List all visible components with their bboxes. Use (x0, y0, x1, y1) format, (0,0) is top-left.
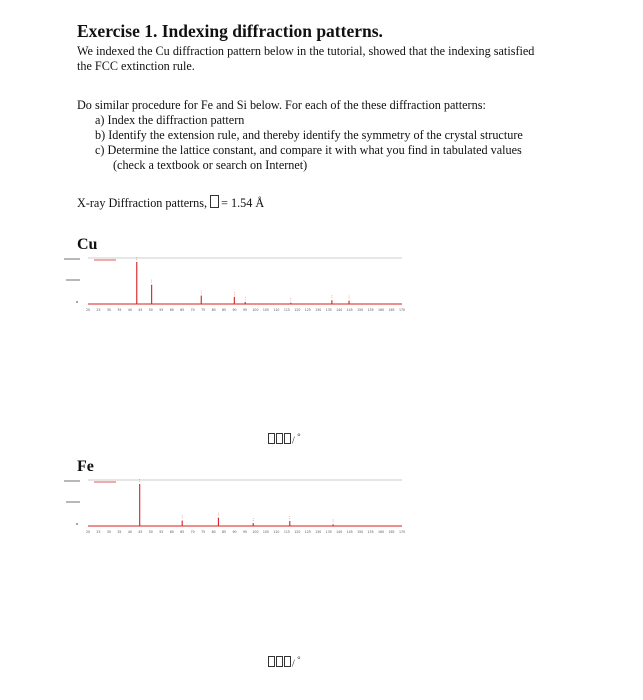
fe-diffraction-chart (60, 474, 420, 542)
task-b: b) Identify the extension rule, and thereby identify the symmetry of the crystal structure (95, 128, 523, 142)
fe-x-tick-14: 90 (232, 530, 237, 534)
cu-x-tick-17: 105 (262, 308, 269, 312)
cu-xlabel-glyph-2-icon (276, 433, 283, 444)
cu-x-tick-21: 125 (304, 308, 311, 312)
cu-y-label-zero (76, 301, 78, 303)
cu-x-tick-9: 65 (180, 308, 185, 312)
cu-x-tick-20: 120 (294, 308, 301, 312)
fe-x-tick-18: 110 (273, 530, 280, 534)
cu-x-tick-18: 110 (273, 308, 280, 312)
cu-x-tick-6: 50 (148, 308, 153, 312)
cu-x-tick-3: 35 (117, 308, 122, 312)
cu-x-tick-14: 90 (232, 308, 237, 312)
fe-x-tick-9: 65 (180, 530, 185, 534)
fe-x-tick-20: 120 (294, 530, 301, 534)
cu-x-tick-29: 165 (388, 308, 395, 312)
cu-x-tick-24: 140 (336, 308, 343, 312)
fe-x-tick-23: 135 (325, 530, 332, 534)
task-c: c) Determine the lattice constant, and compare it with what you find in tabulated values (95, 143, 522, 157)
fe-x-tick-12: 80 (211, 530, 216, 534)
cu-x-tick-12: 80 (211, 308, 216, 312)
cu-x-tick-0: 20 (85, 308, 91, 312)
instruction-text: Do similar procedure for Fe and Si below. For each of the these diffraction patterns: (77, 98, 486, 112)
fe-x-tick-25: 145 (346, 530, 353, 534)
xray-text-before: X-ray Diffraction patterns, (77, 196, 208, 210)
fe-x-tick-16: 100 (252, 530, 259, 534)
cu-xlabel-glyph-1-icon (268, 433, 275, 444)
xray-wavelength-line (77, 195, 264, 211)
fe-x-tick-17: 105 (262, 530, 269, 534)
fe-x-tick-21: 125 (304, 530, 311, 534)
fe-x-tick-22: 130 (315, 530, 322, 534)
fe-x-tick-27: 155 (367, 530, 374, 534)
cu-x-tick-13: 85 (222, 308, 227, 312)
cu-x-tick-19: 115 (283, 308, 290, 312)
fe-x-tick-5: 45 (138, 530, 143, 534)
cu-x-tick-8: 60 (169, 308, 174, 312)
cu-x-tick-26: 150 (357, 308, 364, 312)
fe-x-tick-4: 40 (127, 530, 132, 534)
cu-diffraction-chart (60, 252, 420, 320)
fe-chart-title: Fe (77, 458, 94, 475)
fe-y-label-zero (76, 523, 78, 525)
fe-x-tick-8: 60 (169, 530, 174, 534)
fe-x-tick-28: 160 (378, 530, 385, 534)
fe-x-tick-6: 50 (148, 530, 153, 534)
cu-x-tick-7: 55 (159, 308, 164, 312)
cu-chart-title: Cu (77, 236, 98, 253)
fe-x-tick-19: 115 (283, 530, 290, 534)
task-list (95, 113, 523, 173)
cu-xlabel-glyph-3-icon (284, 433, 291, 444)
cu-x-tick-1: 25 (96, 308, 101, 312)
task-c-note: (check a textbook or search on Internet) (113, 158, 308, 172)
cu-x-tick-27: 155 (367, 308, 374, 312)
intro-paragraph (77, 44, 534, 74)
cu-x-tick-11: 75 (201, 308, 206, 312)
cu-x-tick-16: 100 (252, 308, 259, 312)
fe-x-tick-2: 30 (106, 530, 111, 534)
fe-x-tick-30: 170 (398, 530, 406, 534)
fe-x-tick-26: 150 (357, 530, 364, 534)
fe-x-tick-0: 20 (85, 530, 91, 534)
cu-x-tick-22: 130 (315, 308, 322, 312)
fe-xlabel-glyph-2-icon (276, 656, 283, 667)
fe-x-tick-15: 95 (242, 530, 248, 534)
cu-x-tick-10: 70 (190, 308, 195, 312)
cu-x-axis-label: / ° (268, 432, 301, 446)
fe-x-tick-7: 55 (159, 530, 164, 534)
fe-x-axis-label: / ° (268, 655, 301, 669)
task-a: a) Index the diffraction pattern (95, 113, 245, 127)
exercise-title: Exercise 1. Indexing diffraction patterns. (77, 21, 383, 41)
cu-x-tick-23: 135 (325, 308, 332, 312)
cu-x-tick-30: 170 (398, 308, 406, 312)
fe-x-tick-3: 35 (117, 530, 122, 534)
cu-x-tick-5: 45 (138, 308, 143, 312)
intro-line-2: the FCC extinction rule. (77, 59, 195, 73)
fe-x-tick-29: 165 (388, 530, 395, 534)
cu-x-tick-15: 95 (242, 308, 248, 312)
lambda-placeholder-icon (210, 195, 219, 208)
cu-x-tick-4: 40 (127, 308, 132, 312)
cu-x-tick-28: 160 (378, 308, 385, 312)
fe-x-tick-10: 70 (190, 530, 195, 534)
cu-x-tick-25: 145 (346, 308, 353, 312)
fe-x-tick-13: 85 (222, 530, 227, 534)
fe-xlabel-glyph-1-icon (268, 656, 275, 667)
cu-x-tick-2: 30 (106, 308, 111, 312)
fe-x-tick-11: 75 (201, 530, 206, 534)
intro-line-1: We indexed the Cu diffraction pattern below in the tutorial, showed that the indexing satisfied (77, 44, 535, 58)
fe-x-tick-24: 140 (336, 530, 343, 534)
fe-xlabel-glyph-3-icon (284, 656, 291, 667)
fe-x-tick-1: 25 (96, 530, 101, 534)
xray-text-after: = 1.54 Å (221, 196, 265, 210)
